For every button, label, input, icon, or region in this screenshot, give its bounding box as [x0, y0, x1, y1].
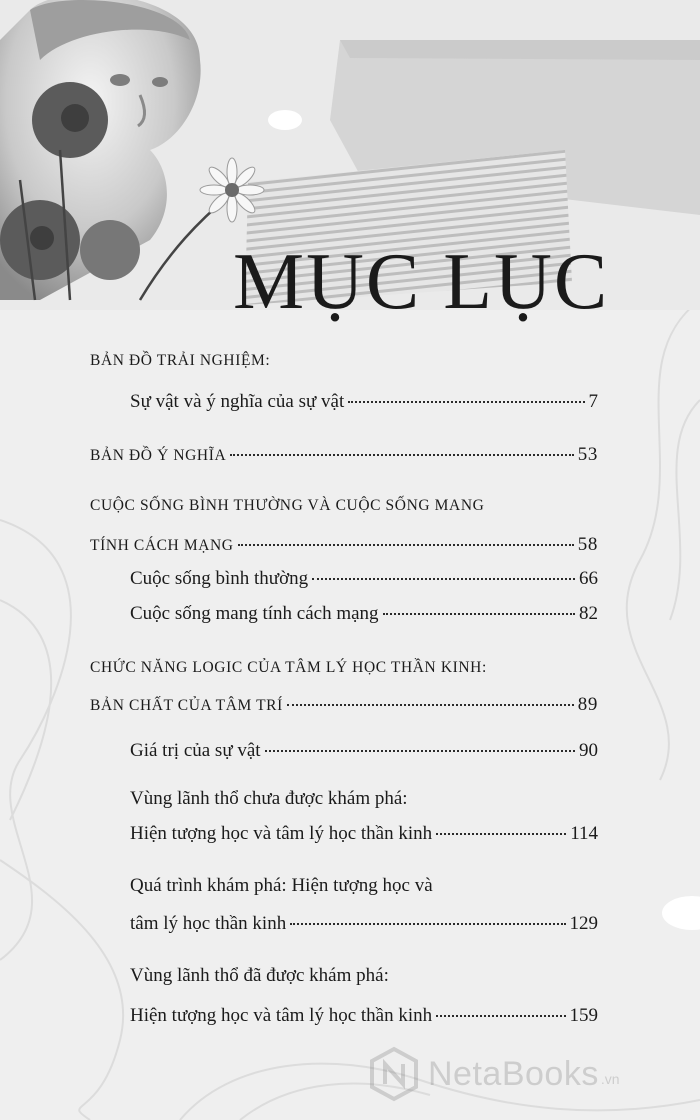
toc-page-number: 114 [570, 823, 598, 844]
toc-entry[interactable] [130, 965, 389, 987]
toc-entry[interactable] [90, 352, 270, 370]
toc-page-number: 66 [579, 568, 598, 589]
toc-entry[interactable] [130, 913, 598, 935]
toc-entry[interactable] [130, 391, 598, 413]
toc-page-number: 90 [579, 740, 598, 761]
brand-name: NetaBooks [428, 1054, 599, 1093]
brand-suffix: .vn [600, 1071, 620, 1087]
toc-entry-label: TÍNH CÁCH MẠNG [90, 537, 234, 554]
toc-entry-label: Cuộc sống bình thường [130, 568, 309, 589]
toc-entry[interactable] [130, 603, 598, 625]
toc-entry[interactable] [130, 568, 598, 590]
toc-page-number: 58 [577, 534, 598, 555]
toc-page-number: 7 [588, 391, 598, 412]
brand-watermark [366, 1046, 620, 1102]
toc-entry[interactable] [130, 788, 408, 810]
dot-leader [290, 923, 565, 925]
dot-leader [436, 1015, 565, 1017]
toc-entry[interactable] [130, 740, 598, 762]
toc-entry[interactable] [90, 659, 487, 677]
toc-entry[interactable] [130, 1005, 598, 1027]
dot-leader [383, 613, 575, 615]
dot-leader [230, 454, 574, 456]
toc-entry-label: BẢN ĐỒ Ý NGHĨA [90, 447, 227, 464]
toc-entry-label: Hiện tượng học và tâm lý học thần kinh [130, 1005, 433, 1026]
toc-entry-label: BẢN ĐỒ TRẢI NGHIỆM: [90, 352, 271, 369]
brand-logo-icon [366, 1046, 422, 1102]
dot-leader [287, 704, 574, 706]
toc-entry[interactable] [90, 694, 598, 716]
page-title: MỤC LỤC [233, 237, 610, 326]
toc-entry-label: Sự vật và ý nghĩa của sự vật [130, 391, 345, 412]
dot-leader [436, 833, 566, 835]
toc-entry-label: Giá trị của sự vật [130, 740, 261, 761]
toc-entry[interactable] [90, 444, 598, 466]
toc-entry[interactable] [130, 823, 598, 845]
toc-entry-label: Vùng lãnh thổ chưa được khám phá: [130, 788, 408, 809]
toc-entry-label: tâm lý học thần kinh [130, 913, 287, 934]
toc-entry-label: CUỘC SỐNG BÌNH THƯỜNG VÀ CUỘC SỐNG MANG [90, 497, 485, 514]
toc-page-number: 82 [579, 603, 598, 624]
toc-entry-label: Vùng lãnh thổ đã được khám phá: [130, 965, 389, 986]
dot-leader [348, 401, 584, 403]
toc-page-number: 89 [577, 694, 598, 715]
dot-leader [265, 750, 575, 752]
toc-entry[interactable] [90, 497, 484, 515]
dot-leader [312, 578, 575, 580]
toc-page-number: 159 [569, 1005, 598, 1026]
toc-entry[interactable] [90, 534, 598, 556]
toc-entry-label: CHỨC NĂNG LOGIC CỦA TÂM LÝ HỌC THẦN KINH: [90, 659, 487, 676]
toc-entry[interactable] [130, 875, 433, 897]
toc-entry-label: Quá trình khám phá: Hiện tượng học và [130, 875, 433, 896]
toc-entry-label: Cuộc sống mang tính cách mạng [130, 603, 379, 624]
toc-entry-label: Hiện tượng học và tâm lý học thần kinh [130, 823, 433, 844]
toc-page-number: 129 [569, 913, 598, 934]
toc-entry-label: BẢN CHẤT CỦA TÂM TRÍ [90, 697, 283, 714]
dot-leader [238, 544, 574, 546]
toc-page-number: 53 [577, 444, 598, 465]
